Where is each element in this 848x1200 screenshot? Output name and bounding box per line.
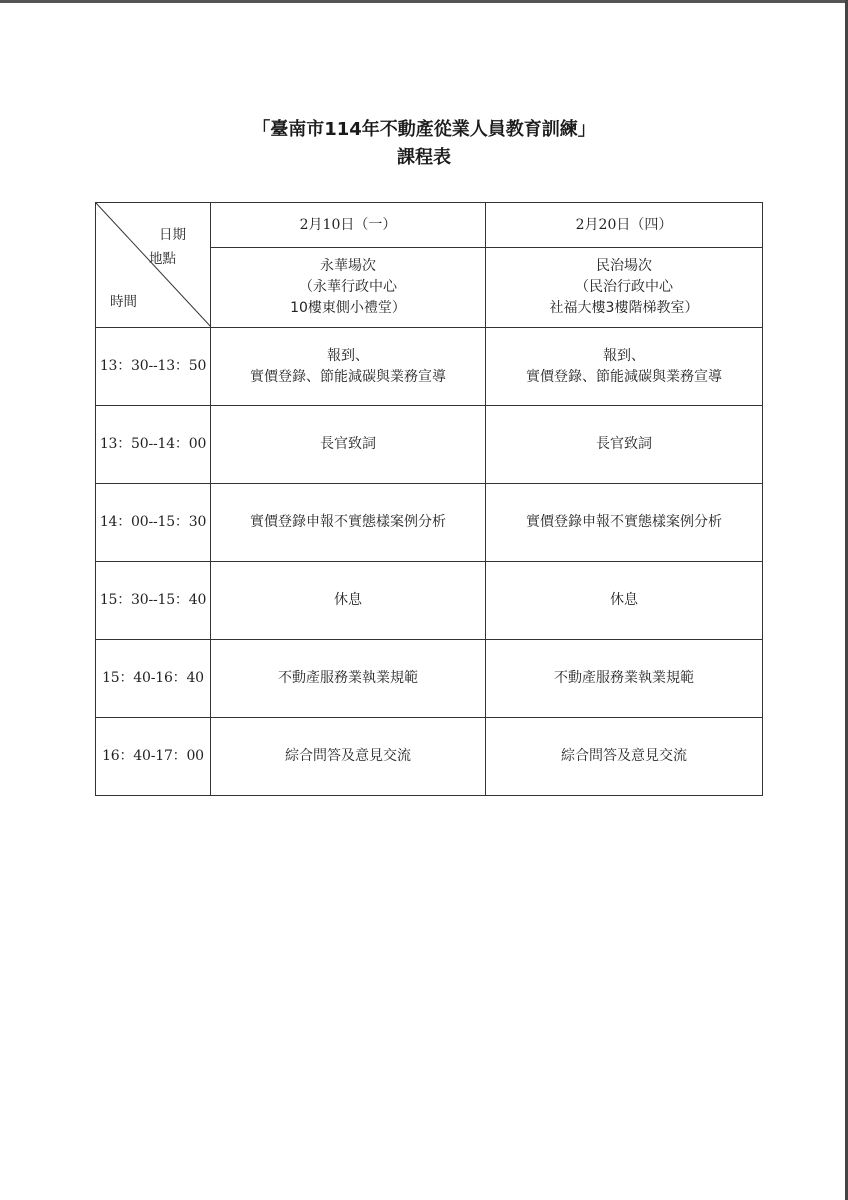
corner-time-label: 時間: [110, 294, 137, 310]
table-row: [96, 718, 763, 796]
venue-room: 10樓東側小禮堂）: [290, 300, 406, 316]
scan-edge-top: [0, 0, 848, 3]
date-header-minzhi: 2月20日（四）: [486, 203, 763, 248]
session-line: 報到、: [327, 347, 369, 364]
corner-header-cell: [96, 203, 211, 328]
session-cell-yonghua: [211, 718, 486, 796]
session-line: 不動產服務業執業規範: [554, 670, 694, 686]
session-cell-yonghua: [211, 406, 486, 484]
time-slot-cell: 15：30--15：40: [96, 562, 211, 640]
session-line: 休息: [334, 592, 362, 608]
venue-cell-minzhi: [486, 248, 763, 328]
table-row: [96, 484, 763, 562]
session-cell-minzhi: [486, 484, 763, 562]
session-line: 休息: [610, 592, 638, 608]
table-row: [96, 406, 763, 484]
time-slot-cell: 16：40-17：00: [96, 718, 211, 796]
time-slot-cell: 15：40-16：40: [96, 640, 211, 718]
time-slot-cell: 13：30--13：50: [96, 328, 211, 406]
session-cell-minzhi: [486, 640, 763, 718]
venue-room: 社福大樓3樓階梯教室）: [549, 300, 699, 316]
venue-building: （永華行政中心: [299, 279, 397, 295]
document-title: 「臺南市114年不動產從業人員教育訓練」: [252, 119, 596, 140]
date-header-row: [96, 203, 763, 248]
time-slot-cell: 14：00--15：30: [96, 484, 211, 562]
session-line: 實價登錄申報不實態樣案例分析: [526, 514, 722, 530]
table-row: [96, 562, 763, 640]
session-cell-minzhi: [486, 406, 763, 484]
corner-venue-label: 地點: [149, 251, 176, 267]
session-line: 報到、: [603, 347, 645, 364]
document-subtitle: 課程表: [397, 147, 451, 168]
session-cell-minzhi: [486, 328, 763, 406]
table-row: [96, 328, 763, 406]
session-line: 綜合問答及意見交流: [561, 748, 687, 764]
venue-name: 民治場次: [596, 258, 652, 274]
session-cell-yonghua: [211, 328, 486, 406]
session-line: 實價登錄、節能減碳與業務宣導: [526, 368, 722, 385]
session-line: 綜合問答及意見交流: [285, 748, 411, 764]
time-slot-cell: 13：50--14：00: [96, 406, 211, 484]
session-line: 不動產服務業執業規範: [278, 670, 418, 686]
session-line: 長官致詞: [596, 436, 652, 452]
table-row: [96, 640, 763, 718]
session-cell-minzhi: [486, 718, 763, 796]
session-line: 長官致詞: [320, 436, 376, 452]
corner-date-label: 日期: [159, 227, 186, 243]
session-cell-yonghua: [211, 640, 486, 718]
session-cell-minzhi: [486, 562, 763, 640]
venue-cell-yonghua: [211, 248, 486, 328]
session-cell-yonghua: [211, 562, 486, 640]
date-header-yonghua: 2月10日（一）: [211, 203, 486, 248]
session-cell-yonghua: [211, 484, 486, 562]
venue-building: （民治行政中心: [575, 279, 673, 295]
venue-name: 永華場次: [320, 258, 376, 274]
session-line: 實價登錄申報不實態樣案例分析: [250, 514, 446, 530]
schedule-table: [95, 202, 763, 796]
session-line: 實價登錄、節能減碳與業務宣導: [250, 368, 446, 385]
